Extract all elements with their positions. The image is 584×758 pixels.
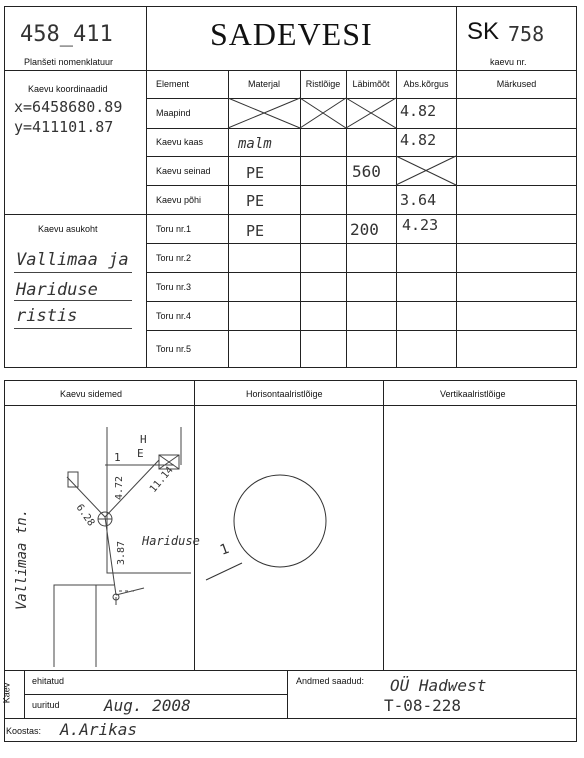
footer-col-line [287, 670, 288, 718]
data-from-label: Andmed saadud: [296, 676, 365, 686]
lower-footer-line [4, 670, 577, 671]
table-col-line [456, 70, 457, 368]
table-col-line [300, 70, 301, 368]
header-element: Element [156, 79, 190, 89]
built-label: ehitatud [32, 676, 65, 686]
nomenclature-label: Planšeti nomenklatuur [24, 57, 114, 67]
header-notes: Märkused [496, 79, 537, 89]
row-element-label: Kaevu kaas [156, 137, 204, 147]
coordinate-y: y=411101.87 [14, 118, 114, 136]
location-top-line [4, 214, 146, 215]
height-value: 4.23 [402, 216, 439, 234]
location-underline-1 [14, 272, 132, 273]
sketch-dim-top: 11.14 [147, 464, 176, 495]
nomenclature-value: 458_411 [20, 22, 113, 47]
header-divider-right [456, 6, 457, 70]
author-label: Koostas: [6, 726, 42, 736]
horizontal-section-header: Horisontaalristlõige [246, 389, 323, 399]
well-ties-sketch [4, 405, 200, 670]
table-col-line [228, 70, 229, 368]
table-col-line [346, 70, 347, 368]
data-from-value-2: T-08-228 [384, 696, 462, 715]
material-value: PE [246, 222, 265, 240]
header-material: Materjal [247, 79, 280, 89]
diameter-value: 200 [350, 220, 379, 239]
page-title: SADEVESI [210, 16, 373, 52]
ties-header: Kaevu sidemed [60, 389, 123, 399]
well-number: 758 [508, 22, 545, 46]
pipe-label: 1 [217, 540, 232, 559]
sketch-label-h: H [140, 433, 147, 446]
location-line-2: Hariduse [16, 280, 98, 300]
row-element-label: Toru nr.2 [156, 252, 192, 263]
vertical-section-header: Vertikaalristlõige [440, 389, 506, 399]
lower-col-line [383, 380, 384, 670]
surveyed-label: uuritud [32, 700, 60, 710]
well-number-label: kaevu nr. [490, 57, 527, 67]
header-diameter: Läbimõõt [352, 79, 390, 89]
coordinates-label: Kaevu koordinaadid [28, 84, 108, 94]
diameter-value: 560 [352, 162, 381, 181]
location-line-3: ristis [16, 306, 78, 326]
material-value: malm [238, 136, 272, 152]
row-element-label: Kaevu seinad [156, 165, 211, 176]
sketch-label-e: E [137, 447, 144, 460]
sketch-dim-a: 4.72 [114, 475, 125, 500]
sketch-label-1: 1 [114, 451, 121, 464]
sketch-dim-c: 3.87 [116, 540, 127, 565]
header-height: Abs.kõrgus [403, 79, 449, 89]
sketch-dim-b: 6.28 [73, 502, 97, 529]
location-label: Kaevu asukoht [38, 224, 98, 234]
material-value: PE [246, 164, 265, 182]
location-underline-3 [14, 328, 132, 329]
row-element-label: Maapind [156, 108, 191, 118]
coordinate-x: x=6458680.89 [14, 98, 123, 116]
table-col-line [396, 70, 397, 368]
material-value: PE [246, 192, 265, 210]
well-prefix: SK [467, 18, 500, 45]
surveyed-value: Aug. 2008 [104, 696, 191, 715]
location-underline-2 [14, 300, 132, 301]
height-value: 3.64 [400, 191, 437, 209]
row-element-label: Toru nr.3 [156, 281, 192, 292]
kaev-label: Kaev [1, 682, 12, 704]
height-value: 4.82 [400, 102, 437, 120]
header-section: Ristlõige [305, 79, 341, 89]
sketch-street-left: Vallimaa tn. [14, 508, 30, 610]
horizontal-section-drawing [194, 405, 383, 670]
row-element-label: Toru nr.5 [156, 344, 192, 354]
location-line-1: Vallimaa ja [16, 250, 129, 270]
height-value: 4.82 [400, 131, 437, 149]
footer-row-line [24, 694, 287, 695]
footer-bottom-line [4, 718, 577, 719]
row-element-label: Toru nr.4 [156, 310, 192, 321]
author-value: A.Arikas [60, 720, 138, 739]
sketch-street-right: Hariduse [142, 534, 200, 548]
data-from-value-1: OÜ Hadwest [390, 676, 487, 695]
row-element-label: Kaevu põhi [156, 194, 202, 205]
row-element-label: Toru nr.1 [156, 223, 192, 234]
